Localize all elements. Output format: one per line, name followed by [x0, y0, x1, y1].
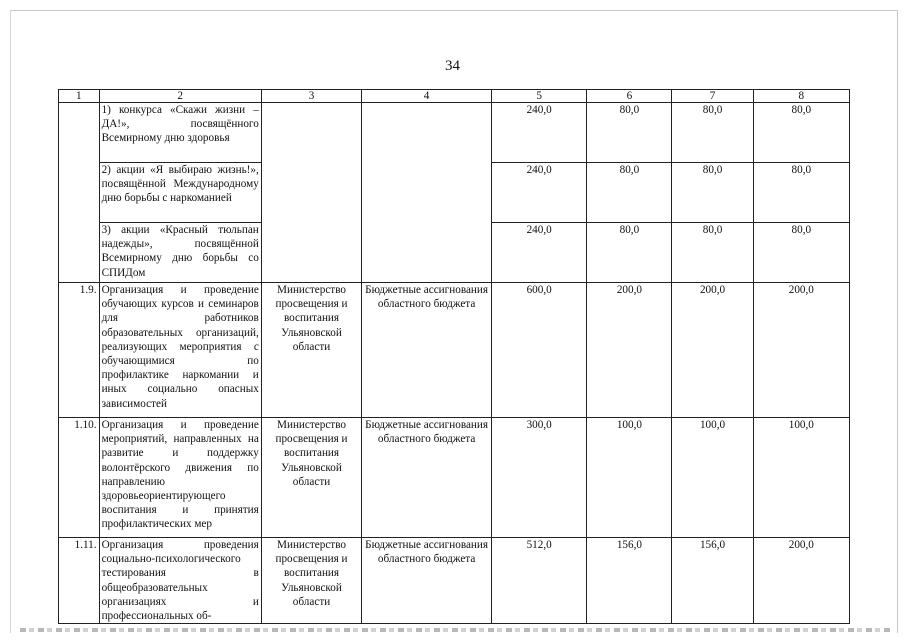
table-row	[59, 418, 850, 538]
row-description: Организация проведения социально-психологического тестирования в общеобразовательных организациях и профессиональных об-	[99, 538, 261, 624]
row-description: 3) акции «Красный тюльпан надежды», посвящённой Всемирному дню борьбы со СПИДом	[99, 223, 261, 283]
row-source: Бюджетные ассигнования областного бюджета	[362, 538, 492, 624]
row-value-7: 80,0	[672, 163, 753, 223]
row-value-5: 512,0	[492, 538, 587, 624]
header-cell: 6	[587, 90, 672, 103]
row-value-7: 200,0	[672, 283, 753, 418]
row-value-5: 240,0	[492, 163, 587, 223]
row-number	[59, 103, 100, 283]
header-cell: 8	[753, 90, 849, 103]
row-value-8: 200,0	[753, 283, 849, 418]
row-value-8: 200,0	[753, 538, 849, 624]
scan-edge-strip	[20, 628, 890, 632]
row-source	[362, 103, 492, 283]
row-number: 1.10.	[59, 418, 100, 538]
row-value-8: 80,0	[753, 163, 849, 223]
row-source: Бюджетные ассигнования областного бюджета	[362, 283, 492, 418]
row-ministry: Министерство просвещения и воспитания Ульяновской области	[261, 418, 361, 538]
row-ministry: Министерство просвещения и воспитания Ульяновской области	[261, 538, 361, 624]
row-description: 2) акции «Я выбираю жизнь!», посвящённой Международному дню борьбы с наркоманией	[99, 163, 261, 223]
row-value-6: 200,0	[587, 283, 672, 418]
header-cell: 1	[59, 90, 100, 103]
row-value-7: 156,0	[672, 538, 753, 624]
header-cell: 5	[492, 90, 587, 103]
table-row	[59, 283, 850, 418]
row-value-5: 300,0	[492, 418, 587, 538]
row-description: 1) конкурса «Скажи жизни – ДА!», посвящённого Всемирному дню здоровья	[99, 103, 261, 163]
row-value-6: 156,0	[587, 538, 672, 624]
row-number: 1.11.	[59, 538, 100, 624]
row-value-6: 80,0	[587, 223, 672, 283]
table-row	[59, 103, 850, 163]
program-table	[58, 89, 850, 624]
row-value-7: 100,0	[672, 418, 753, 538]
row-value-5: 240,0	[492, 223, 587, 283]
header-cell: 7	[672, 90, 753, 103]
row-number: 1.9.	[59, 283, 100, 418]
row-value-6: 80,0	[587, 103, 672, 163]
header-cell: 3	[261, 90, 361, 103]
row-value-7: 80,0	[672, 103, 753, 163]
row-value-7: 80,0	[672, 223, 753, 283]
row-value-8: 100,0	[753, 418, 849, 538]
row-ministry	[261, 103, 361, 283]
header-cell: 4	[362, 90, 492, 103]
row-description: Организация и проведение мероприятий, направленных на развитие и поддержку волонтёрского движения по направлению здоровьеориентирующего воспитания и принятия профилактических мер	[99, 418, 261, 538]
row-value-6: 80,0	[587, 163, 672, 223]
row-source: Бюджетные ассигнования областного бюджета	[362, 418, 492, 538]
page-number: 34	[445, 58, 460, 74]
row-value-6: 100,0	[587, 418, 672, 538]
row-value-5: 240,0	[492, 103, 587, 163]
header-row	[59, 90, 850, 103]
row-value-5: 600,0	[492, 283, 587, 418]
row-value-8: 80,0	[753, 103, 849, 163]
table-row	[59, 538, 850, 624]
row-ministry: Министерство просвещения и воспитания Ульяновской области	[261, 283, 361, 418]
header-cell: 2	[99, 90, 261, 103]
row-value-8: 80,0	[753, 223, 849, 283]
row-description: Организация и проведение обучающих курсов и семинаров для работников образовательных организаций, реализующих мероприятия с обучающимися по профилактике наркомании и иных социально опасных зависимостей	[99, 283, 261, 418]
